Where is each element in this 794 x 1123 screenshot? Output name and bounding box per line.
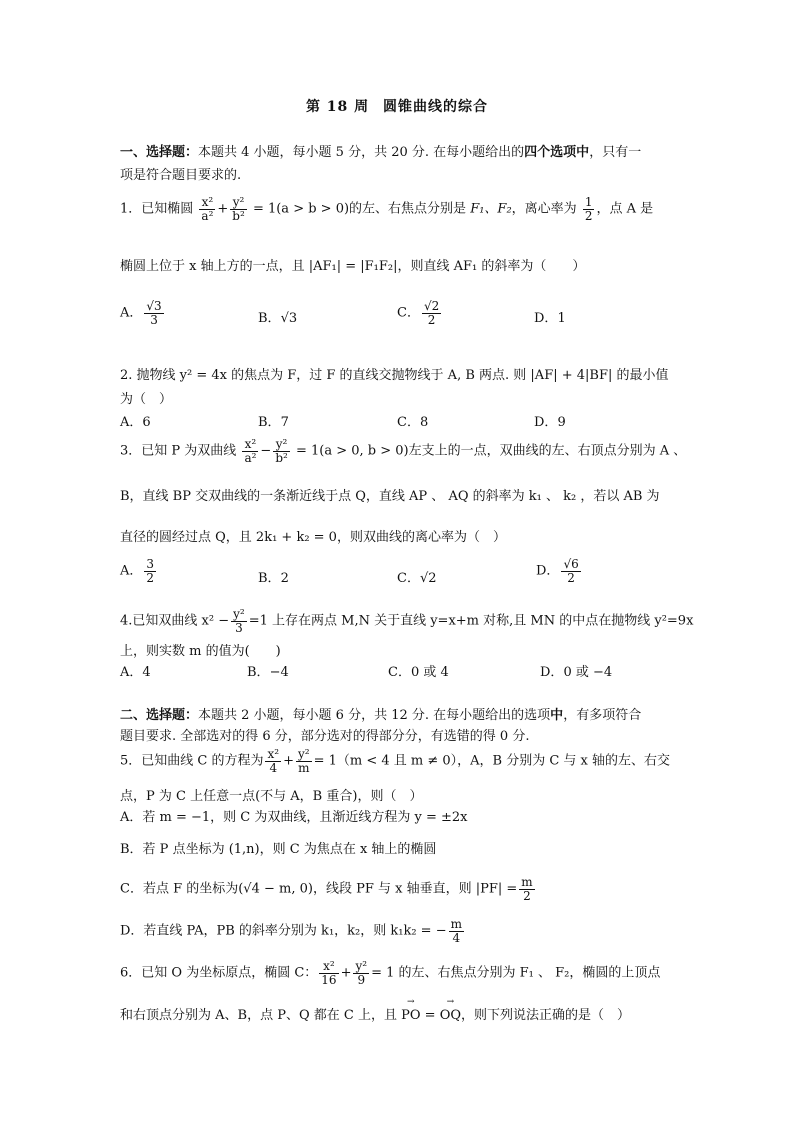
question-3-line2: B，直线 BP 交双曲线的一条渐近线于点 Q，直线 AP 、 AQ 的斜率为 k₁ 、 k₂ ，若以 AB 为 (120, 489, 660, 504)
question-3-line3: 直径的圆经过点 Q，且 2k₁ + k₂ = 0，则双曲线的离心率为（ ） (120, 530, 506, 545)
section1-instructions-line1: 一、选择题：本题共 4 小题，每小题 5 分，共 20 分. 在每小题给出的四个选项中，只有一 (120, 145, 642, 160)
q2-option-a: A．6 (120, 415, 151, 430)
q3-option-a: A． $\frac{3}{2}$ (120, 557, 155, 585)
topic-label: 圆锥曲线的综合 (383, 99, 489, 115)
q5-option-d: D．若直线 PA，PB 的斜率分别为 k₁，k₂，则 k₁k₂ = − $\frac{m}{4}$ (120, 917, 462, 945)
question-4-line2: 上，则实数 m 的值为( ) (120, 644, 281, 659)
question-5-line1: 5．已知曲线 C 的方程为 $\frac{\text{x²}}{4}$ + $\frac{\text{y²}}{m}$ = 1（m < 4 且 m ≠ 0），A，B 分别为 C 与 x 轴的左、右交 (120, 747, 671, 775)
q1-y-fraction: $\frac{\text{y²}}{\text{b²}}$ (232, 195, 245, 223)
q2-option-d: D．9 (534, 415, 566, 430)
section2-instructions-line1: 二、选择题：本题共 2 小题，每小题 6 分，共 12 分. 在每小题给出的选项中，有多项符合 (120, 708, 642, 723)
vector-po: → PO (401, 1008, 420, 1023)
question-6-line1: 6．已知 O 为坐标原点，椭圆 C： $\frac{\text{x²}}{16}$ + $\frac{\text{y²}}{9}$ = 1 的左、右焦点分别为 F₁ 、 F₂，椭圆的上顶点 (120, 959, 661, 987)
question-2-line2: 为（ ） (120, 392, 173, 407)
q3-option-b: B．2 (258, 571, 289, 586)
question-3-line1: 3．已知 P 为双曲线 $\frac{\text{x²}}{\text{a²}}$ − $\frac{\text{y²}}{\text{b²}}$ = 1(a > 0, b > 0)左支上的一点，双曲线的左、右顶点分别为 A 、 (120, 437, 687, 465)
q5-option-b: B．若 P 点坐标为 (1,n)，则 C 为焦点在 x 轴上的椭圆 (120, 842, 437, 857)
q4-option-b: B．−4 (247, 665, 289, 680)
q3-option-c: C．√2 (397, 571, 437, 586)
q1-x-fraction: $\frac{\text{x²}}{\text{a²}}$ (201, 195, 214, 223)
question-4-line1: 4.已知双曲线 x² − $\frac{\text{y²}}{3}$ =1 上存在两点 M,N 关于直线 y=x+m 对称,且 MN 的中点在抛物线 y²=9x (120, 607, 694, 635)
q1-option-a: A． $\frac{√3}{3}$ (120, 299, 162, 327)
q1-option-d: D．1 (534, 311, 566, 326)
question-5-line2: 点，P 为 C 上任意一点(不与 A，B 重合)，则（ ） (120, 789, 423, 804)
q5-option-c: C．若点 F 的坐标为(√4 − m, 0)，线段 PF 与 x 轴垂直，则 |PF| = $\frac{m}{2}$ (120, 875, 533, 903)
section1-instructions-line2: 项是符合题目要求的. (120, 168, 242, 183)
q2-option-b: B．7 (258, 415, 289, 430)
q5-option-a: A．若 m = −1，则 C 为双曲线，且渐近线方程为 y = ±2x (120, 810, 468, 825)
q1-option-c: C． $\frac{√2}{2}$ (397, 299, 440, 327)
q4-option-a: A．4 (120, 665, 151, 680)
q2-option-c: C．8 (397, 415, 429, 430)
question-1-line2: 椭圆上位于 x 轴上方的一点，且 |AF₁| = |F₁F₂|，则直线 AF₁ 的斜率为（ ） (120, 259, 586, 274)
q3-option-d: D． $\frac{√6}{2}$ (536, 557, 579, 585)
section2-instructions-line2: 题目要求. 全部选对的得 6 分，部分选对的得部分分，有选错的得 0 分. (120, 729, 530, 744)
week-label: 第 18 周 (305, 99, 370, 115)
question-2-line1: 2. 抛物线 y² = 4x 的焦点为 F，过 F 的直线交抛物线于 A, B 两点. 则 |AF| + 4|BF| 的最小值 (120, 368, 669, 383)
q1-eccentricity-fraction: $\frac{1}{2}$ (584, 195, 593, 223)
page-title (0, 96, 794, 116)
question-1-line1: 1．已知椭圆 $\frac{\text{x²}}{\text{a²}}$ + $\frac{\text{y²}}{\text{b²}}$ = 1(a > b > 0)的左、右焦点分别是 F₁、F₂，离心率为 $\frac{1}{2}$ ，点 A 是 (120, 195, 654, 223)
q4-option-d: D．0 或 −4 (540, 665, 613, 680)
vector-oq: → OQ (440, 1008, 461, 1023)
q4-option-c: C．0 或 4 (388, 665, 449, 680)
q1-option-b: B．√3 (258, 311, 298, 326)
question-6-line2: 和右顶点分别为 A、B，点 P、Q 都在 C 上，且 → PO = → OQ，则下列说法正确的是（ ） (120, 1004, 630, 1023)
